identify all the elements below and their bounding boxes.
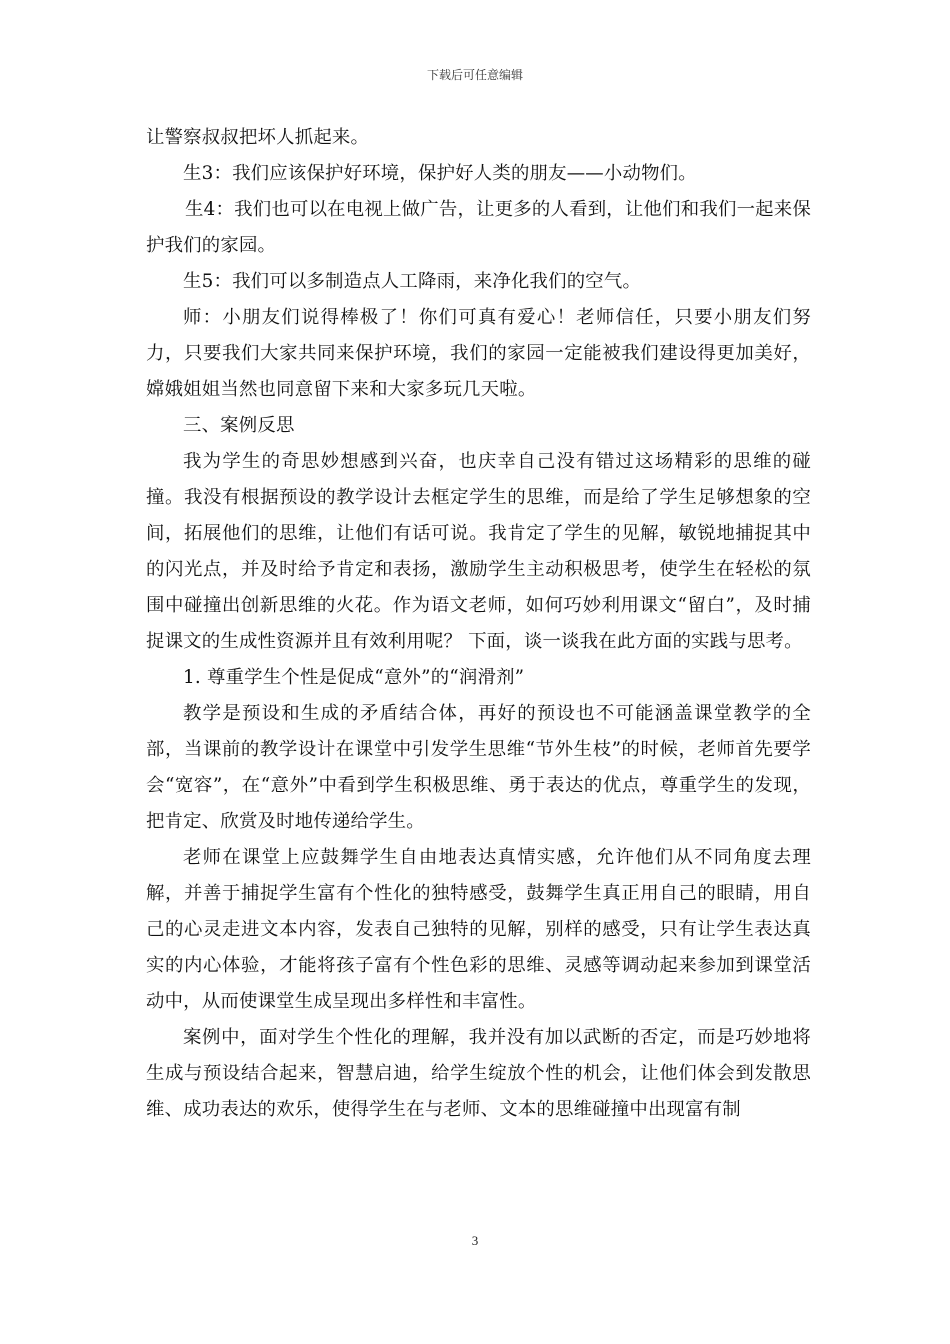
- subheading-respect-individuality: 1. 尊重学生个性是促成“意外”的“润滑剂”: [183, 667, 525, 688]
- paragraph-student-3: 生3：我们应该保护好环境，保护好人类的朋友——小动物们。: [183, 163, 697, 184]
- paragraph-continuation: 让警察叔叔把坏人抓起来。: [146, 127, 370, 148]
- paragraph-encourage-expression: 老师在课堂上应鼓舞学生自由地表达真情实感，允许他们从不同角度去理解，并善于捕捉学生富有个性化的独特感受，鼓舞学生真正用自己的眼睛，用自己的心灵走进文本内容，发表自己独特的见解，别样的感受，只有让学生表达真实的内心体验，才能将孩子富有个性色彩的思维、灵感等调动起来参加到课堂活动中，从而使课堂生成呈现出多样性和丰富性。: [146, 847, 811, 1012]
- paragraph-teaching-preset: 教学是预设和生成的矛盾结合体，再好的预设也不可能涵盖课堂教学的全部，当课前的教学设计在课堂中引发学生思维“节外生枝”的时候，老师首先要学会“宽容”，在“意外”中看到学生积极思维、勇于表达的优点，尊重学生的发现，把肯定、欣赏及时地传递给学生。: [146, 703, 811, 832]
- paragraph-reflection: 我为学生的奇思妙想感到兴奋，也庆幸自己没有错过这场精彩的思维的碰撞。我没有根据预设的教学设计去框定学生的思维，而是给了学生足够想象的空间，拓展他们的思维，让他们有话可说。我肯定了学生的见解，敏锐地捕捉其中的闪光点，并及时给予肯定和表扬，激励学生主动积极思考，使学生在轻松的氛围中碰撞出创新思维的火花。作为语文老师，如何巧妙利用课文“留白”，及时捕捉课文的生成性资源并且有效利用呢？ 下面，谈一谈我在此方面的实践与思考。: [146, 451, 811, 652]
- paragraph-student-5: 生5：我们可以多制造点人工降雨，来净化我们的空气。: [183, 271, 642, 292]
- paragraph-student-4: 生4：我们也可以在电视上做广告，让更多的人看到，让他们和我们一起来保护我们的家园。: [146, 199, 811, 256]
- document-body: [146, 120, 811, 1128]
- paragraph-teacher: 师：小朋友们说得棒极了！你们可真有爱心！老师信任，只要小朋友们努力，只要我们大家共同来保护环境，我们的家园一定能被我们建设得更加美好，嫦娥姐姐当然也同意留下来和大家多玩几天啦。: [146, 307, 811, 400]
- section-heading-reflection: 三、案例反思: [183, 415, 295, 436]
- page-number: 3: [471, 1233, 479, 1248]
- page-header-note: 下载后可任意编辑: [426, 68, 523, 82]
- paragraph-case-analysis: 案例中，面对学生个性化的理解，我并没有加以武断的否定，而是巧妙地将生成与预设结合起来，智慧启迪，给学生绽放个性的机会，让他们体会到发散思维、成功表达的欢乐，使得学生在与老师、文本的思维碰撞中出现富有制: [146, 1027, 811, 1120]
